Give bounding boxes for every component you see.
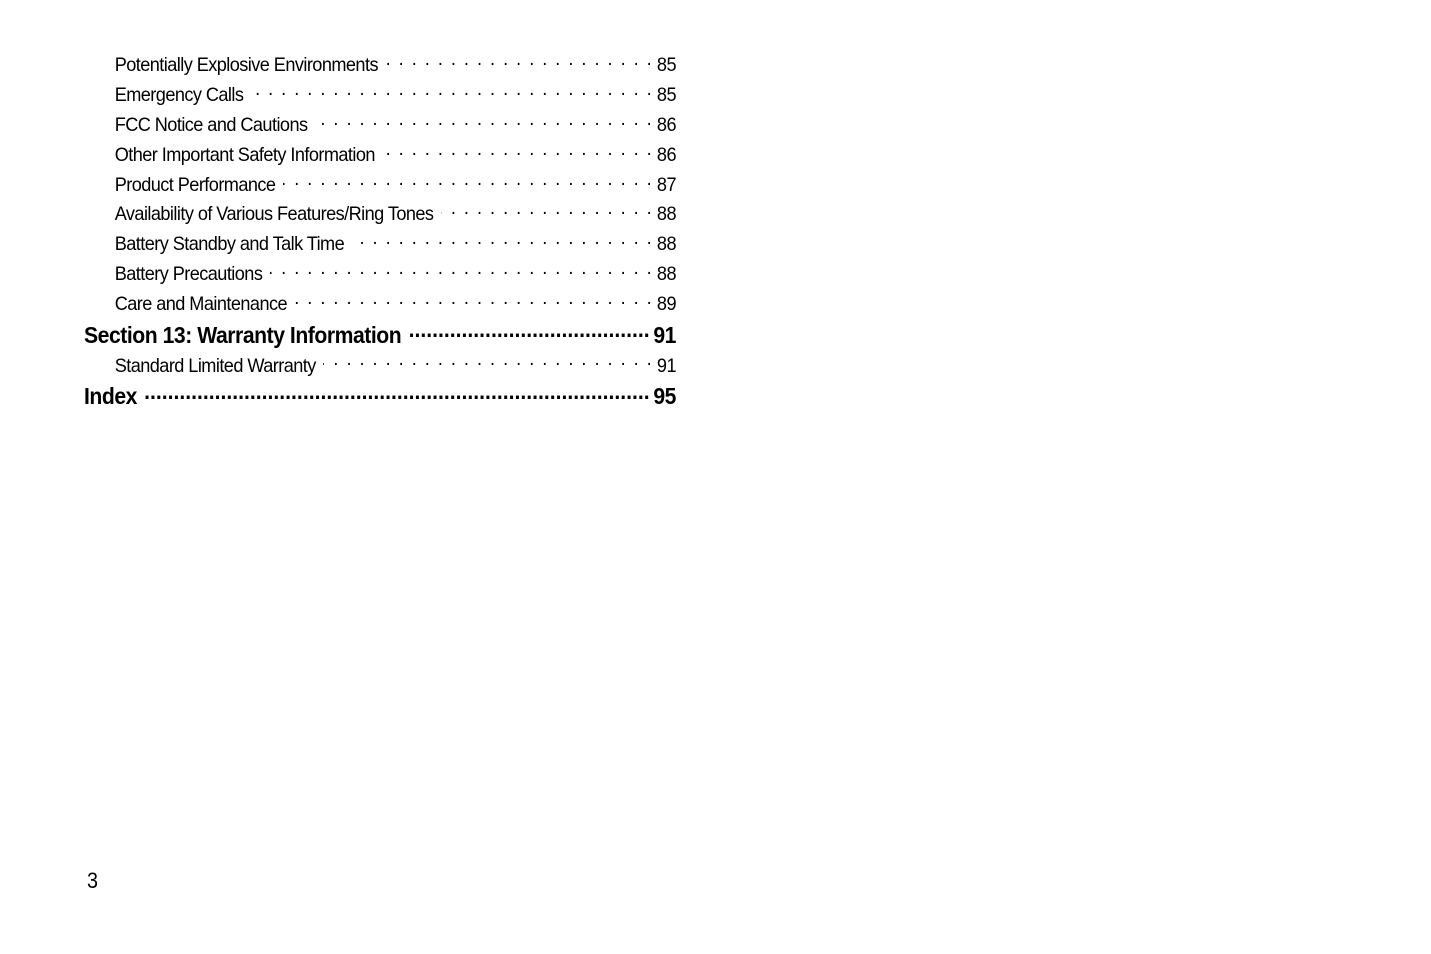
toc-entry-title: Battery Standby and Talk Time xyxy=(114,233,345,256)
toc-entry-page: 85 xyxy=(656,83,676,106)
toc-section-title: Section 13: Warranty Information xyxy=(84,322,402,349)
toc-leader-dots xyxy=(294,291,653,311)
toc-entry-title: Availability of Various Features/Ring Tones xyxy=(114,203,434,226)
toc-entry-title: Care and Maintenance xyxy=(114,293,288,316)
toc-entry-page: 88 xyxy=(656,263,676,286)
toc-leader-dots xyxy=(270,261,653,281)
toc-entry[interactable] xyxy=(84,290,676,320)
toc-entry[interactable] xyxy=(84,200,676,230)
toc-leader-dots xyxy=(441,201,653,221)
toc-leader-dots xyxy=(385,52,653,72)
toc-entry-title: Emergency Calls xyxy=(114,83,244,106)
toc-entry[interactable] xyxy=(84,230,676,260)
toc-entry-title: Potentially Explosive Environments xyxy=(114,54,378,76)
toc-entry-title: FCC Notice and Cautions xyxy=(114,113,308,136)
toc-leader-dots xyxy=(251,81,653,101)
toc-leader-dots xyxy=(323,352,653,372)
toc-entry-page: 87 xyxy=(656,173,676,196)
toc-leader-dots xyxy=(382,141,653,161)
toc-entry[interactable] xyxy=(84,260,676,290)
toc-leader-dots xyxy=(409,320,650,343)
toc-entry-title: Battery Precautions xyxy=(114,263,263,286)
page-number: 3 xyxy=(87,868,99,893)
toc-section-page: 95 xyxy=(653,383,676,410)
toc-entry[interactable] xyxy=(84,81,676,111)
toc-leader-dots xyxy=(144,381,649,404)
toc-entry-page: 88 xyxy=(656,233,676,256)
toc-section-heading[interactable] xyxy=(84,381,676,413)
toc-entry-page: 89 xyxy=(656,293,676,316)
toc-section-heading[interactable] xyxy=(84,320,676,352)
toc-entry[interactable] xyxy=(84,141,676,171)
toc-entry[interactable] xyxy=(84,51,676,81)
toc-entry-page: 86 xyxy=(656,143,676,166)
toc-entry-title: Standard Limited Warranty xyxy=(114,354,316,377)
toc-entry-page: 86 xyxy=(656,113,676,136)
toc-section-page: 91 xyxy=(653,322,676,349)
toc-entry[interactable] xyxy=(84,111,676,141)
toc-leader-dots xyxy=(352,231,654,251)
toc-entry-page: 91 xyxy=(656,354,676,377)
toc-leader-dots xyxy=(315,111,653,131)
toc-entry-page: 88 xyxy=(656,203,676,226)
toc-entry-page: 85 xyxy=(656,54,676,76)
toc-entry-title: Product Performance xyxy=(114,173,276,196)
toc-entry-title: Other Important Safety Information xyxy=(114,143,375,166)
toc-section-title: Index xyxy=(84,383,137,410)
toc-entry[interactable] xyxy=(84,352,676,382)
toc-entry[interactable] xyxy=(84,171,676,201)
toc-leader-dots xyxy=(283,171,653,191)
table-of-contents xyxy=(84,51,676,413)
